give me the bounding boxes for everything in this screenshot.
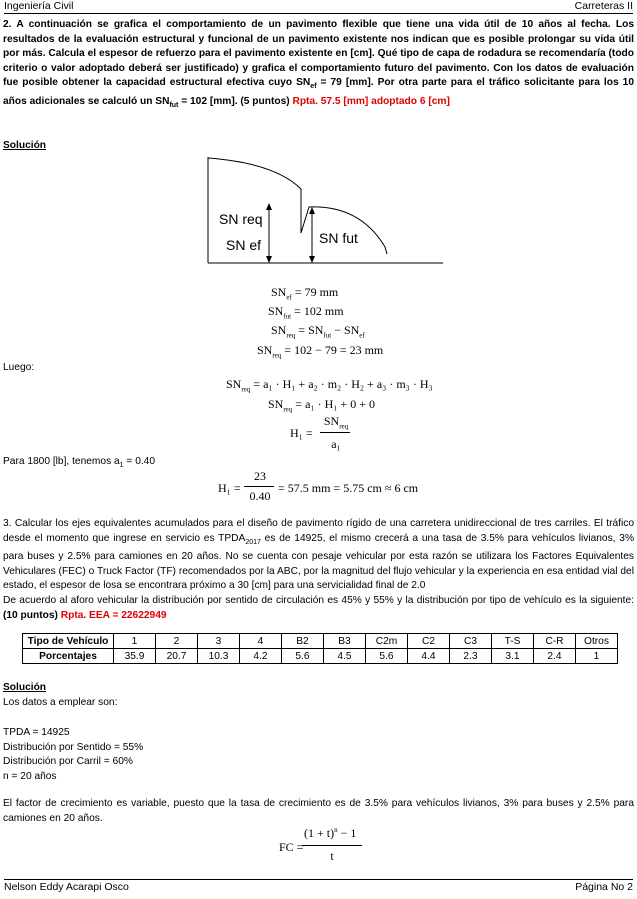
growth-factor-text: El factor de crecimiento es variable, puesto que la tasa de crecimiento es de 3.5% para vehículos livianos, 3% para buses y 2.5% para camiones en 20 años. bbox=[3, 798, 634, 824]
table-cell: 2 bbox=[156, 634, 198, 649]
equation-h1-numerator: $SN_{req}$ bbox=[323, 414, 349, 431]
arrowhead-down bbox=[309, 256, 315, 263]
arrowhead-down bbox=[266, 256, 272, 263]
table-cell: 3.1 bbox=[492, 649, 534, 664]
fraction-bar bbox=[302, 845, 362, 846]
table-cell: Porcentajes bbox=[23, 649, 114, 664]
equation-sn-simplified: $SN_{req} = a_1 \cdot H_1 + 0 + 0$ bbox=[268, 397, 375, 414]
header-course: Ingeniería Civil bbox=[4, 0, 74, 12]
table-cell: C3 bbox=[450, 634, 492, 649]
table-cell: 5.6 bbox=[282, 649, 324, 664]
header-subject: Carreteras II bbox=[574, 0, 633, 12]
footer-author: Nelson Eddy Acarapi Osco bbox=[4, 881, 129, 893]
data-list bbox=[3, 726, 143, 784]
solution-3-heading: Solución bbox=[3, 682, 47, 693]
table-cell: 1 bbox=[114, 634, 156, 649]
table-cell: 4.2 bbox=[240, 649, 282, 664]
table-header-row bbox=[23, 634, 618, 649]
table-cell: 4 bbox=[240, 634, 282, 649]
problem-2-answer: Rpta. 57.5 [mm] adoptado 6 [cm] bbox=[292, 96, 450, 107]
label-sn-fut: SN fut bbox=[319, 230, 358, 246]
fc-formula-numerator: $(1 + t)^n - 1$ bbox=[304, 826, 357, 840]
footer-page-number: Página No 2 bbox=[575, 881, 633, 893]
table-cell: 10.3 bbox=[198, 649, 240, 664]
table-cell: B2 bbox=[282, 634, 324, 649]
equation-sn-ef: $SN_{ef} = 79$ mm bbox=[271, 285, 339, 302]
page-footer bbox=[4, 879, 633, 894]
page-header bbox=[4, 0, 633, 14]
list-item: TPDA = 14925 bbox=[3, 727, 70, 738]
table-cell: 2.4 bbox=[534, 649, 576, 664]
label-sn-ef: SN ef bbox=[226, 237, 262, 253]
equation-sn-req-value: $SN_{req} = 102 - 79 = 23$ mm bbox=[257, 343, 384, 360]
fraction-bar bbox=[244, 486, 274, 487]
list-item: Distribución por Carril = 60% bbox=[3, 756, 133, 768]
equation-h1-result-rhs: = 57.5 mm = 5.75 cm ≈ 6 cm bbox=[278, 481, 419, 495]
label-sn-req: SN req bbox=[219, 211, 263, 227]
table-cell: T-S bbox=[492, 634, 534, 649]
solution-3-intro: Los datos a emplear son: bbox=[3, 697, 118, 708]
equation-h1-denominator: a₁ bbox=[331, 437, 341, 451]
table-cell: Tipo de Vehículo bbox=[23, 634, 114, 649]
table-row bbox=[23, 649, 618, 664]
problem-2-statement: 2. A continuación se grafica el comportamiento de un pavimento flexible que tiene una vida útil de 10 años al fecha. Los resultados de la evaluación estructural y funcional de un pavimento existente nos indican que es posible prolongar su vida útil por más. Calcula el espesor de refuerzo para el pavimento existente en [cm]. Qué tipo de capa de rodadura se recomendaría (todo criterio o valor adoptado deberá ser justificado) y grafica el comportamiento futuro del pavimento. Con los datos de evaluación fue posible obtener la capacidad estructural efectiva cuyo $SN_{ef} = 79$ [mm]. Por otra parte para el tráfico solicitante para los 10 años adicionales se calculó un $SN_{fut} = 102$ [mm]. (5 puntos) Rpta. 57.5 [mm] adoptado 6 [cm] bbox=[3, 19, 635, 110]
arrowhead-up bbox=[309, 207, 315, 214]
table-cell: B3 bbox=[324, 634, 366, 649]
fraction-bar bbox=[320, 432, 350, 433]
table-cell: 35.9 bbox=[114, 649, 156, 664]
luego-label: Luego: bbox=[3, 362, 35, 373]
table-cell: Otros bbox=[576, 634, 618, 649]
fc-formula-lhs: FC = bbox=[279, 840, 304, 854]
equation-h1-formula-lhs: H₁ = bbox=[290, 426, 313, 440]
equation-h1-result-numerator: 23 bbox=[254, 469, 266, 483]
table-cell: 4.5 bbox=[324, 649, 366, 664]
arrowhead-up bbox=[266, 203, 272, 210]
fc-formula-denominator: t bbox=[330, 849, 334, 863]
equation-h1-result-denominator: 0.40 bbox=[249, 489, 271, 503]
equation-structural-number: $SN_{req} = a_1 \cdot H_1 + a_2 \cdot m_2 \cdot H_2 + a_3 \cdot m_3 \cdot H_3$ bbox=[226, 377, 433, 394]
problem-3-answer: Rpta. EEA = 22622949 bbox=[60, 609, 167, 621]
table-cell: 5.6 bbox=[366, 649, 408, 664]
equation-h1-result-lhs: H₁ = bbox=[218, 481, 241, 495]
equation-sn-req-def: $SN_{req} = SN_{fut} - SN_{ef}$ bbox=[271, 323, 365, 340]
coefficient-note: Para 1800 [lb], tenemos $a_1 = 0.40$ bbox=[3, 456, 156, 470]
vehicle-distribution-table bbox=[22, 633, 618, 664]
table-cell: 2.3 bbox=[450, 649, 492, 664]
table-cell: 3 bbox=[198, 634, 240, 649]
problem-3-statement: 3. Calcular los ejes equivalentes acumulados para el diseño de pavimento rígido de una carretera unidireccional de tres carriles. El tráfico desde el momento que ingrese en servicio es $TPDA_{2017}$ es de 14925, el mismo crecerá a una tasa de 3.5% para vehículos livianos, 3% para buses y 2.5% para camiones en 20 años. No se cuenta con pesaje vehicular por esta razón se utilizara los Factores Equivalentes Vehiculares (FEC) o Truck Factor (TF) recomendados por la ABC, por la magnitud del flujo vehicular y la experiencia en esa entidad vial del estado, el espesor de losa se encontrara próximo a 30 [cm] para una servicialidad final de 2.0 De acuerdo al aforo vehicular la distribución por sentido de circulación es 45% y 55% y la distribución por tipo de vehículo es la siguiente: (10 puntos) Rpta. EEA = 22622949 bbox=[3, 518, 634, 621]
table-cell: 1 bbox=[576, 649, 618, 664]
table-cell: 20.7 bbox=[156, 649, 198, 664]
solution-heading: Solución bbox=[3, 140, 47, 151]
table-cell: C2 bbox=[408, 634, 450, 649]
table-cell: C2m bbox=[366, 634, 408, 649]
table-cell: 4.4 bbox=[408, 649, 450, 664]
list-item: Distribución por Sentido = 55% bbox=[3, 741, 144, 753]
equation-sn-fut: $SN_{fut} = 102$ mm bbox=[268, 304, 344, 321]
list-item: n = 20 años bbox=[3, 770, 57, 782]
table-cell: C-R bbox=[534, 634, 576, 649]
